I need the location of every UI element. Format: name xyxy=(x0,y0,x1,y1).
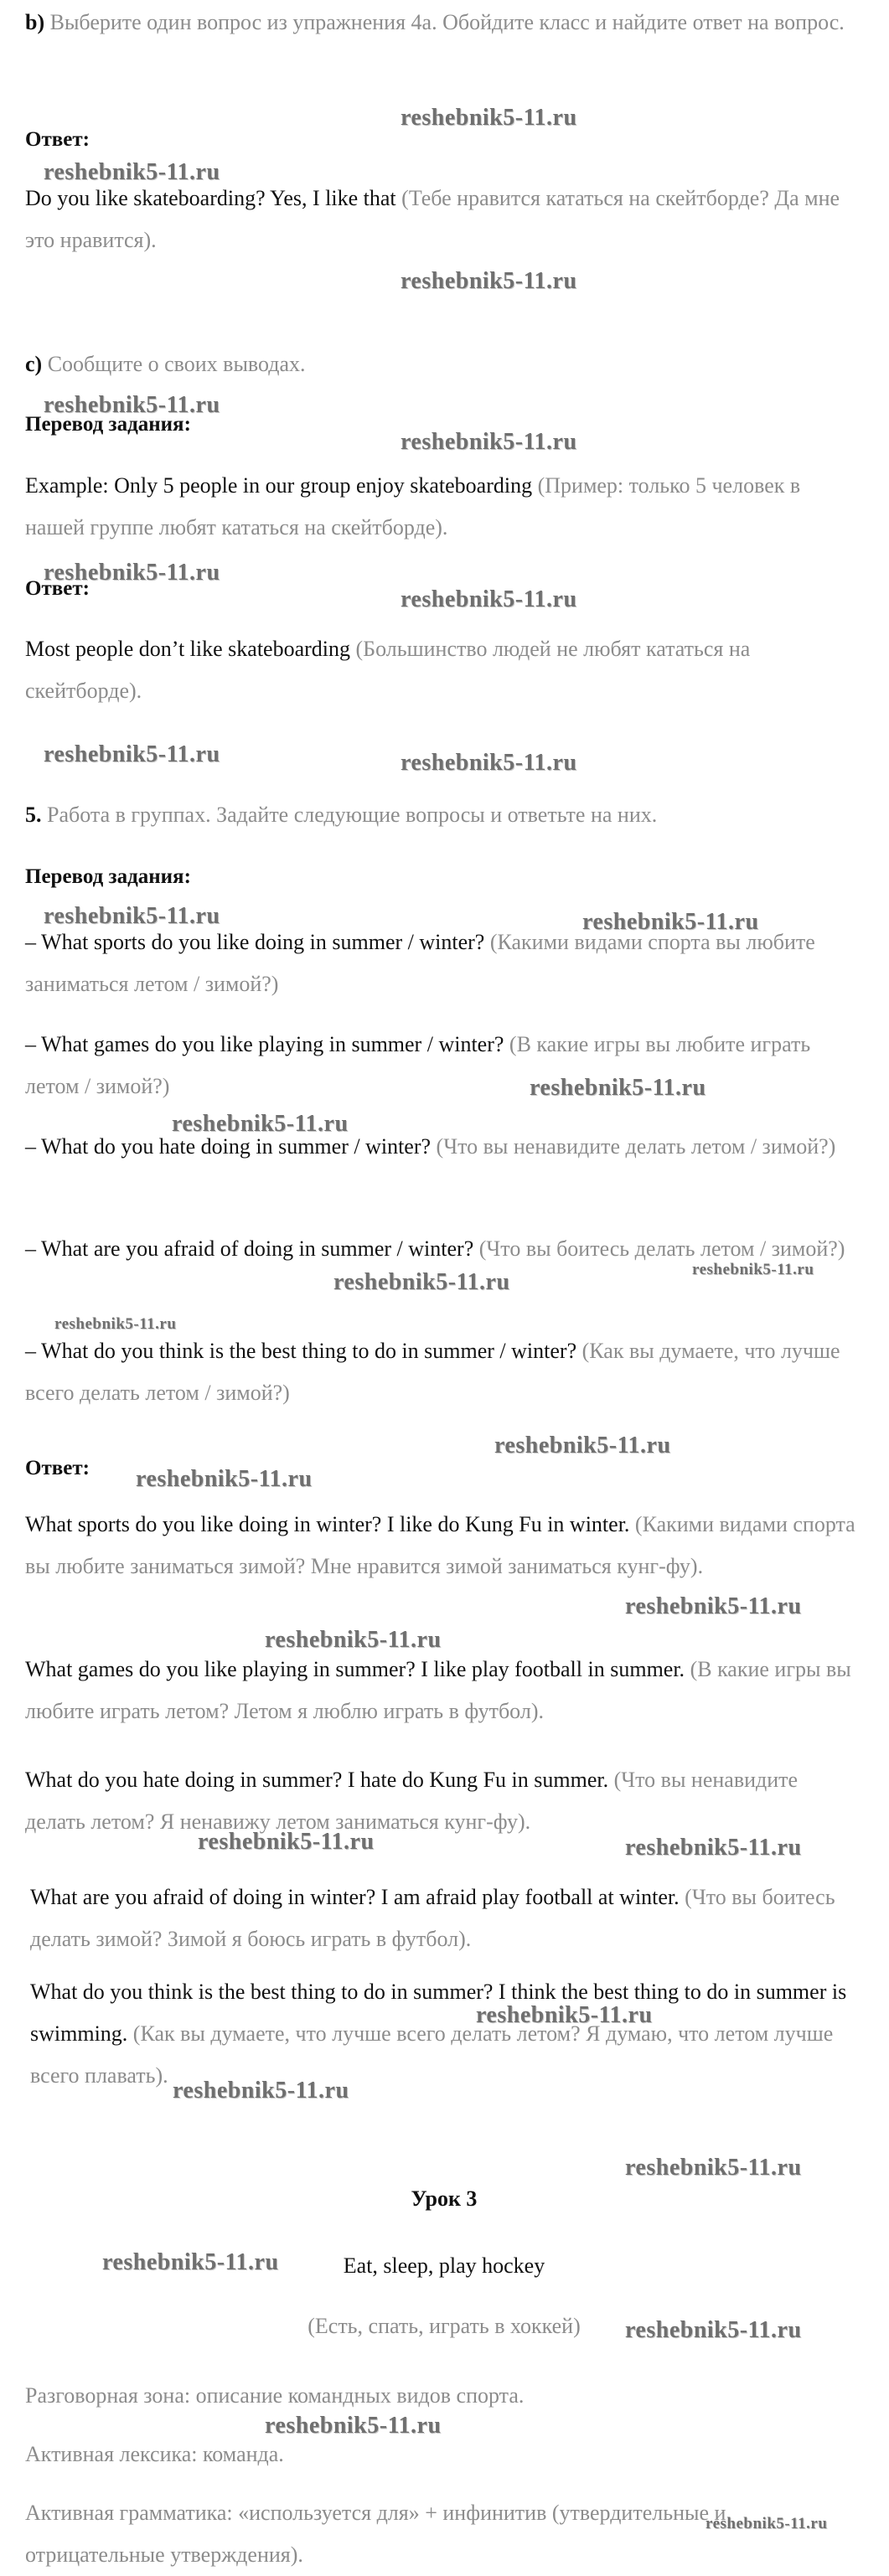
watermark: reshebnik5-11.ru xyxy=(401,586,577,612)
speaking-zone: Разговорная зона: описание командных видов спорта. xyxy=(25,2383,525,2408)
watermark: reshebnik5-11.ru xyxy=(401,105,577,131)
question-ru: (Что вы боитесь делать летом / зимой?) xyxy=(478,1236,845,1261)
question-en: – What are you afraid of doing in summer / winter? xyxy=(25,1236,474,1261)
section-c-answer-en: Most people don’t like skateboarding xyxy=(25,637,351,661)
watermark: reshebnik5-11.ru xyxy=(44,392,220,418)
watermark: reshebnik5-11.ru xyxy=(44,741,220,767)
answer-item xyxy=(25,1649,863,1732)
section-b-answer-label: Ответ: xyxy=(25,128,90,151)
section-c-answer-ru: (Большинство людей не любят кататься на скейтборде). xyxy=(25,637,751,703)
section-b-answer-en: Do you like skateboarding? Yes, I like that xyxy=(25,186,396,210)
watermark: reshebnik5-11.ru xyxy=(625,2155,802,2181)
question-item xyxy=(25,1024,863,1107)
watermark: reshebnik5-11.ru xyxy=(401,429,577,455)
watermark: reshebnik5-11.ru xyxy=(494,1433,671,1458)
question-en: – What do you think is the best thing to do in summer / winter? xyxy=(25,1339,577,1363)
watermark: reshebnik5-11.ru xyxy=(172,1111,349,1137)
lesson-title: Урок 3 xyxy=(411,2186,478,2211)
answer-ru: (В какие игры вы любите играть летом? Летом я люблю играть в футбол). xyxy=(25,1657,851,1723)
question-en: – What do you hate doing in summer / winter? xyxy=(25,1134,432,1159)
answer-ru: (Какими видами спорта вы любите заниматься зимой? Мне нравится зимой заниматься кунг-фу). xyxy=(25,1512,855,1578)
watermark: reshebnik5-11.ru xyxy=(706,2515,828,2532)
watermark: reshebnik5-11.ru xyxy=(476,2002,653,2028)
section-5-answer-label: Ответ: xyxy=(25,1457,90,1479)
question-item xyxy=(25,1330,863,1414)
answer-item xyxy=(25,1759,863,1843)
watermark: reshebnik5-11.ru xyxy=(530,1075,706,1101)
section-b-task xyxy=(25,2,863,44)
section-b-answer-ru: (Тебе нравится кататься на скейтборде? Да мне это нравится). xyxy=(25,186,840,252)
section-b-task-text: Выберите один вопрос из упражнения 4а. Обойдите класс и найдите ответ на вопрос. xyxy=(49,10,845,34)
section-c-letter: c) xyxy=(25,352,43,376)
answer-item xyxy=(25,1504,863,1587)
answer-en: What do you think is the best thing to do in summer? I think the best thing to do in summer is swimming. xyxy=(30,1980,847,2046)
question-ru: (Какими видами спорта вы любите заниматься летом / зимой?) xyxy=(25,930,815,996)
watermark: reshebnik5-11.ru xyxy=(625,2317,802,2343)
section-c-task-text: Сообщите о своих выводах. xyxy=(47,352,306,376)
watermark: reshebnik5-11.ru xyxy=(44,159,220,185)
question-item xyxy=(25,1126,863,1168)
watermark: reshebnik5-11.ru xyxy=(198,1829,375,1855)
answer-ru: (Что вы боитесь делать зимой? Зимой я боюсь играть в футбол). xyxy=(30,1885,835,1951)
section-b-answer xyxy=(25,178,863,261)
answer-en: What are you afraid of doing in winter? I am afraid play football at winter. xyxy=(30,1885,680,1909)
watermark: reshebnik5-11.ru xyxy=(692,1261,814,1278)
answer-item xyxy=(30,1971,868,2097)
section-c-task xyxy=(25,343,863,385)
watermark: reshebnik5-11.ru xyxy=(102,2249,279,2275)
answer-en: What do you hate doing in summer? I hate do Kung Fu in summer. xyxy=(25,1768,609,1792)
active-grammar: Активная грамматика: «используется для» + инфинитив (утвердительные и отрицательные утверждения). xyxy=(25,2501,726,2567)
question-ru: (Что вы ненавидите делать летом / зимой?) xyxy=(436,1134,836,1159)
watermark: reshebnik5-11.ru xyxy=(136,1466,313,1492)
section-c-answer xyxy=(25,628,863,712)
question-ru: (В какие игры вы любите играть летом / зимой?) xyxy=(25,1032,811,1098)
question-en: – What sports do you like doing in summer / winter? xyxy=(25,930,485,954)
lesson-subtitle-ru: (Есть, спать, играть в хоккей) xyxy=(308,2314,581,2338)
watermark: reshebnik5-11.ru xyxy=(173,2078,349,2104)
section-5-task-text: Работа в группах. Задайте следующие вопросы и ответьте на них. xyxy=(47,803,658,827)
section-c-example xyxy=(25,465,863,549)
section-c-answer-label: Ответ: xyxy=(25,577,90,600)
watermark: reshebnik5-11.ru xyxy=(333,1269,510,1295)
watermark: reshebnik5-11.ru xyxy=(54,1315,177,1333)
watermark: reshebnik5-11.ru xyxy=(265,1627,442,1653)
section-c-example-en: Example: Only 5 people in our group enjoy skateboarding xyxy=(25,473,533,498)
answer-item xyxy=(30,1877,868,1960)
watermark: reshebnik5-11.ru xyxy=(625,1835,802,1861)
answer-ru: (Как вы думаете, что лучше всего делать летом? Я думаю, что летом лучше всего плавать). xyxy=(30,2021,834,2088)
section-5-number: 5. xyxy=(25,803,42,827)
lesson-subtitle-en: Eat, sleep, play hockey xyxy=(343,2253,545,2278)
question-ru: (Как вы думаете, что лучше всего делать летом / зимой?) xyxy=(25,1339,840,1405)
answer-en: What games do you like playing in summer? I like play football in summer. xyxy=(25,1657,685,1681)
answer-ru: (Что вы ненавидите делать летом? Я ненавижу летом заниматься кунг-фу). xyxy=(25,1768,799,1834)
section-c-example-ru: (Пример: только 5 человек в нашей группе любят кататься на скейтборде). xyxy=(25,473,801,539)
watermark: reshebnik5-11.ru xyxy=(582,909,759,935)
watermark: reshebnik5-11.ru xyxy=(44,560,220,586)
section-5-translation-label: Перевод задания: xyxy=(25,865,191,888)
watermark: reshebnik5-11.ru xyxy=(401,750,577,776)
question-en: – What games do you like playing in summer / winter? xyxy=(25,1032,504,1056)
section-c-translation-label: Перевод задания: xyxy=(25,413,191,436)
watermark: reshebnik5-11.ru xyxy=(625,1593,802,1619)
watermark: reshebnik5-11.ru xyxy=(44,903,220,929)
watermark: reshebnik5-11.ru xyxy=(265,2413,442,2439)
section-b-letter: b) xyxy=(25,10,45,34)
section-5-task xyxy=(25,794,863,836)
active-vocabulary: Активная лексика: команда. xyxy=(25,2442,284,2466)
watermark: reshebnik5-11.ru xyxy=(401,268,577,294)
answer-en: What sports do you like doing in winter? I like do Kung Fu in winter. xyxy=(25,1512,630,1536)
